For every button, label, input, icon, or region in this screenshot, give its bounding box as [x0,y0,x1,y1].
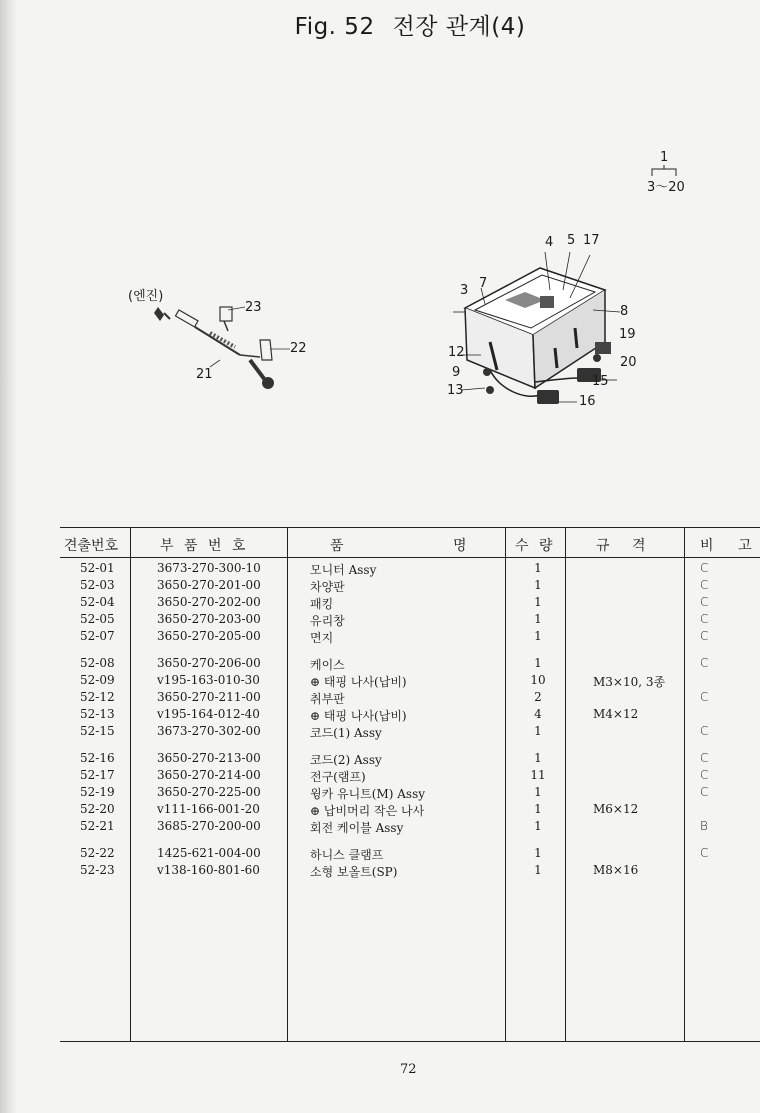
cell-name: ⊕ 태핑 나사(납비) [310,709,407,723]
assembly-ref-range: 3～20 [647,180,685,195]
cell-name: 케이스 [310,658,345,672]
cell-qty: 10 [530,673,546,687]
cell-qty: 1 [534,724,542,738]
cell-ref: 52-22 [80,846,115,860]
cell-name: 코드(2) Assy [310,753,382,767]
table-row [60,768,760,785]
cell-note: C [700,612,709,626]
figure-number: Fig. 52 [294,14,375,40]
cell-ref: 52-04 [80,595,115,609]
page-edge-shadow [0,0,18,1113]
cell-name: 소형 보올트(SP) [310,865,398,879]
cell-part: 3650-270-201-00 [157,578,261,592]
table-row [60,612,760,629]
cell-qty: 1 [534,751,542,765]
cell-part: v111-166-001-20 [157,802,260,816]
cell-note: C [700,690,709,704]
cell-note: C [700,846,709,860]
cell-part: 3650-270-213-00 [157,751,261,765]
cell-name: 면지 [310,631,334,645]
table-row [60,819,760,836]
header-qty: 수 량 [515,538,553,554]
cell-name: 유리창 [310,614,345,628]
cell-ref: 52-09 [80,673,115,687]
header-name-b: 명 [453,538,467,554]
cell-spec: M8×16 [593,863,639,877]
cable-assembly-drawing [140,285,320,395]
callout-20: 20 [620,355,637,370]
cell-part: v138-160-801-60 [157,863,260,877]
cell-part: 3650-270-205-00 [157,629,261,643]
cell-part: 3650-270-211-00 [157,690,261,704]
callout-12: 12 [448,345,465,360]
table-row [60,802,760,819]
cell-ref: 52-21 [80,819,115,833]
cell-spec: M3×10, 3종 [593,675,666,689]
cell-ref: 52-01 [80,561,115,575]
table-row [60,561,760,578]
parts-table [60,527,760,1043]
callout-16: 16 [579,394,596,409]
table-row [60,595,760,612]
cell-note: C [700,595,709,609]
callout-5: 5 [567,233,576,248]
assembly-ref-number: 1 [660,150,669,165]
callout-17: 17 [583,233,600,248]
callout-21: 21 [196,367,213,382]
cell-name: 전구(램프) [310,770,366,784]
cell-part: 3673-270-302-00 [157,724,261,738]
cell-name: 코드(1) Assy [310,726,382,740]
callout-23: 23 [245,300,262,315]
cell-part: 3685-270-200-00 [157,819,261,833]
cell-qty: 1 [534,561,542,575]
cell-note: C [700,751,709,765]
cell-spec: M6×12 [593,802,639,816]
cell-name: 윙카 유니트(M) Assy [310,787,426,801]
cell-part: 3650-270-206-00 [157,656,261,670]
table-row [60,690,760,707]
engine-label: (엔진) [128,289,164,304]
cell-ref: 52-16 [80,751,115,765]
table-row [60,578,760,595]
table-row [60,846,760,863]
cell-part: 3650-270-202-00 [157,595,261,609]
table-row [60,751,760,768]
table-row [60,707,760,724]
cell-qty: 2 [534,690,542,704]
cell-ref: 52-12 [80,690,115,704]
cell-ref: 52-15 [80,724,115,738]
callout-7: 7 [479,276,488,291]
page-number: 72 [400,1062,417,1077]
cell-qty: 1 [534,819,542,833]
callout-19: 19 [619,327,636,342]
cell-spec: M4×12 [593,707,639,721]
figure-name: 전장 관계(4) [392,14,526,40]
cell-note: C [700,578,709,592]
cell-name: 모니터 Assy [310,563,377,577]
cell-qty: 1 [534,612,542,626]
table-row [60,673,760,690]
header-note: 비 고 [700,538,752,554]
cell-name: 차양판 [310,580,345,594]
cell-name: ⊕ 납비머리 작은 나사 [310,804,425,818]
cell-qty: 1 [534,863,542,877]
cell-ref: 52-20 [80,802,115,816]
cell-note: B [700,819,708,833]
cell-note: C [700,656,709,670]
cell-qty: 1 [534,802,542,816]
cell-note: C [700,768,709,782]
cell-qty: 4 [534,707,542,721]
cell-note: C [700,724,709,738]
header-ref: 견출번호 [64,538,119,554]
cell-part: 3650-270-203-00 [157,612,261,626]
cell-qty: 1 [534,578,542,592]
cell-qty: 1 [534,785,542,799]
cell-part: v195-164-012-40 [157,707,260,721]
cell-part: 3650-270-225-00 [157,785,261,799]
cell-ref: 52-19 [80,785,115,799]
cell-qty: 1 [534,595,542,609]
table-row [60,724,760,741]
callout-15: 15 [592,374,609,389]
cell-qty: 11 [530,768,546,782]
cell-part: v195-163-010-30 [157,673,260,687]
cell-part: 1425-621-004-00 [157,846,261,860]
figure-title [0,8,760,41]
header-part-number: 부 품 번 호 [160,538,246,554]
cell-ref: 52-08 [80,656,115,670]
cell-note: C [700,629,709,643]
cell-name: 패킹 [310,597,334,611]
cell-qty: 1 [534,656,542,670]
cell-name: 취부판 [310,692,345,706]
cell-name: 하니스 클램프 [310,848,384,862]
cell-ref: 52-05 [80,612,115,626]
cell-qty: 1 [534,846,542,860]
cell-part: 3650-270-214-00 [157,768,261,782]
cell-part: 3673-270-300-10 [157,561,261,575]
cell-note: C [700,785,709,799]
callout-8: 8 [620,304,629,319]
cell-ref: 52-17 [80,768,115,782]
callout-13: 13 [447,383,464,398]
cell-ref: 52-07 [80,629,115,643]
table-row [60,629,760,646]
callout-22: 22 [290,341,307,356]
cell-qty: 1 [534,629,542,643]
table-row [60,863,760,880]
table-row [60,656,760,673]
monitor-case-drawing [445,230,695,420]
cell-ref: 52-03 [80,578,115,592]
callout-4: 4 [545,235,554,250]
cell-note: C [700,561,709,575]
header-name-a: 품 [330,538,344,554]
header-spec: 규 격 [596,538,646,554]
cell-ref: 52-13 [80,707,115,721]
cell-ref: 52-23 [80,863,115,877]
cell-name: ⊕ 태핑 나사(납비) [310,675,407,689]
table-row [60,785,760,802]
callout-3: 3 [460,283,469,298]
cell-name: 회전 케이블 Assy [310,821,404,835]
callout-9: 9 [452,365,461,380]
